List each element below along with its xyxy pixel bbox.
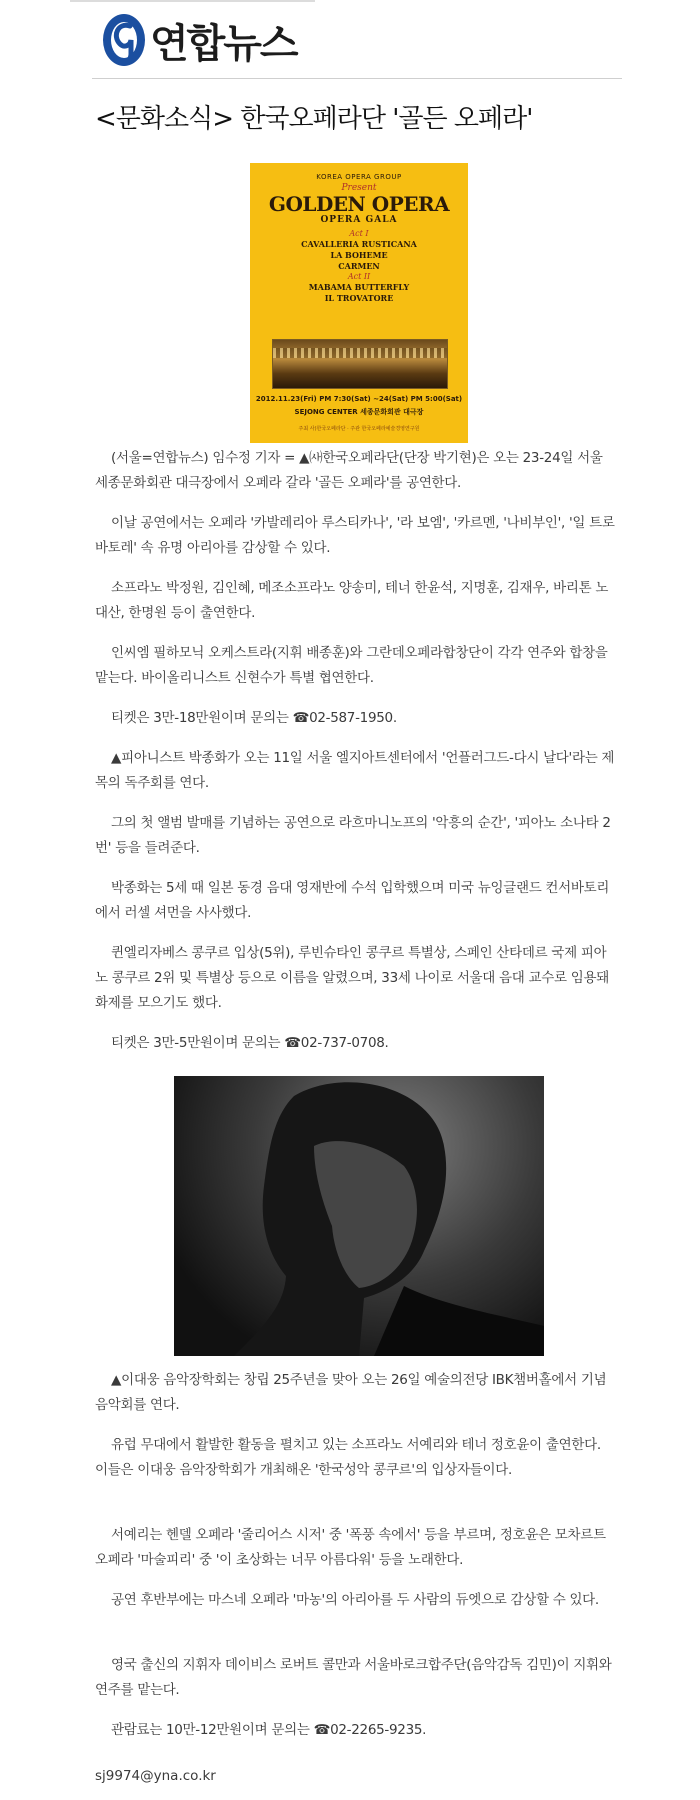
article-paragraph: 영국 출신의 지휘자 데이비스 로버트 콜만과 서울바로크합주단(음악감독 김민)이 지휘와 연주를 맡는다. xyxy=(95,1657,612,1698)
poster-title: GOLDEN OPERA xyxy=(268,192,450,216)
pianist-portrait-photo xyxy=(174,1076,544,1356)
article-paragraph: 서예리는 헨델 오페라 '줄리어스 시저' 중 '폭풍 속에서' 등을 부르며, 정호윤은 모차르트 오페라 '마술피리' 중 '이 초상화는 너무 아름다워' 등을 노래한다. xyxy=(95,1527,606,1568)
poster-date: 2012.11.23(Fri) PM 7:30(Sat) ~24(Sat) PM 5:00(Sat) xyxy=(255,395,463,403)
yonhap-logo[interactable] xyxy=(100,10,297,70)
logo-text: 연합뉴스 xyxy=(150,20,297,67)
poster-venue: SEJONG CENTER 세종문화회관 대극장 xyxy=(294,408,424,416)
article-paragraph: 티켓은 3만-5만원이며 문의는 ☎02-737-0708. xyxy=(111,1035,389,1051)
poster-concert-hall-image xyxy=(272,339,448,389)
header-divider xyxy=(92,78,622,79)
portrait-silhouette-icon xyxy=(174,1076,544,1356)
poster-act-1: Act I xyxy=(349,229,369,238)
poster-subtitle: OPERA GALA xyxy=(320,215,398,225)
article-headline: <문화소식> 한국오페라단 '골든 오페라' xyxy=(95,104,533,134)
article-paragraph: 관람료는 10만-12만원이며 문의는 ☎02-2265-9235. xyxy=(111,1722,427,1738)
reporter-email-link[interactable]: sj9974@yna.co.kr xyxy=(95,1768,216,1784)
poster-program-item: CAVALLERIA RUSTICANA xyxy=(301,239,417,249)
article-paragraph: 공연 후반부에는 마스네 오페라 '마농'의 아리아를 두 사람의 듀엣으로 감상할 수 있다. xyxy=(111,1592,599,1608)
article-paragraph: 소프라노 박정원, 김인혜, 메조소프라노 양송미, 테너 한윤석, 지명훈, 김재우, 바리톤 노대산, 한명원 등이 출연한다. xyxy=(95,580,609,621)
article-paragraph: 인씨엠 필하모닉 오케스트라(지휘 배종훈)와 그란데오페라합창단이 각각 연주와 합창을 맡는다. 바이올리니스트 신현수가 특별 협연한다. xyxy=(95,645,608,686)
poster-program-item: IL TROVATORE xyxy=(324,293,394,303)
article-paragraph: ▲피아니스트 박종화가 오는 11일 서울 엘지아트센터에서 '언플러그드-다시 날다'라는 제목의 독주회를 연다. xyxy=(95,750,615,791)
yonhap-emblem-icon xyxy=(100,12,148,68)
poster-program-item: MABAMA BUTTERFLY xyxy=(308,282,410,292)
article-paragraph: 퀸엘리자베스 콩쿠르 입상(5위), 루빈슈타인 콩쿠르 특별상, 스페인 산타데르 국제 피아노 콩쿠르 2위 및 특별상 등으로 이름을 알렸으며, 33세 나이로 서울대 음대 교수로 임용돼 화제를 모으기도 했다. xyxy=(95,945,609,1011)
poster-program-item: CARMEN xyxy=(338,261,380,271)
article-paragraph: 박종화는 5세 때 일본 동경 음대 영재반에 수석 입학했으며 미국 뉴잉글랜드 컨서바토리에서 러셀 셔먼을 사사했다. xyxy=(95,880,610,921)
article-paragraph: 티켓은 3만-18만원이며 문의는 ☎02-587-1950. xyxy=(111,710,397,726)
article-paragraph: (서울=연합뉴스) 임수정 기자 = ▲㈔한국오페라단(단장 박기현)은 오는 23-24일 서울 세종문화회관 대극장에서 오페라 갈라 '골든 오페라'를 공연한다. xyxy=(95,450,603,491)
poster-org: KOREA OPERA GROUP xyxy=(316,173,402,181)
article-paragraph: 그의 첫 앨범 발매를 기념하는 공연으로 라흐마니노프의 '악흥의 순간', '피아노 소나타 2번' 등을 들려준다. xyxy=(95,815,611,856)
poster-program-item: LA BOHEME xyxy=(330,250,388,260)
poster-credit: 주최 사)한국오페라단 · 주관 한국오페라예술경영연구원 xyxy=(298,426,420,432)
poster-present: Present xyxy=(341,183,377,193)
article-paragraph: 이날 공연에서는 오페라 '카발레리아 루스티카나', '라 보엠', '카르멘, '나비부인', '일 트로바토레' 속 유명 아리아를 감상할 수 있다. xyxy=(95,515,615,556)
article-paragraph: ▲이대웅 음악장학회는 창립 25주년을 맞아 오는 26일 예술의전당 IBK챔버홀에서 기념 음악회를 연다. xyxy=(95,1372,607,1413)
article-paragraph: 유럽 무대에서 활발한 활동을 펼치고 있는 소프라노 서예리와 테너 정호윤이 출연한다. 이들은 이대웅 음악장학회가 개최해온 '한국성악 콩쿠르'의 입상자들이다. xyxy=(95,1437,601,1478)
top-divider xyxy=(70,0,315,2)
poster-act-2: Act II xyxy=(347,272,371,281)
golden-opera-poster xyxy=(250,163,468,443)
